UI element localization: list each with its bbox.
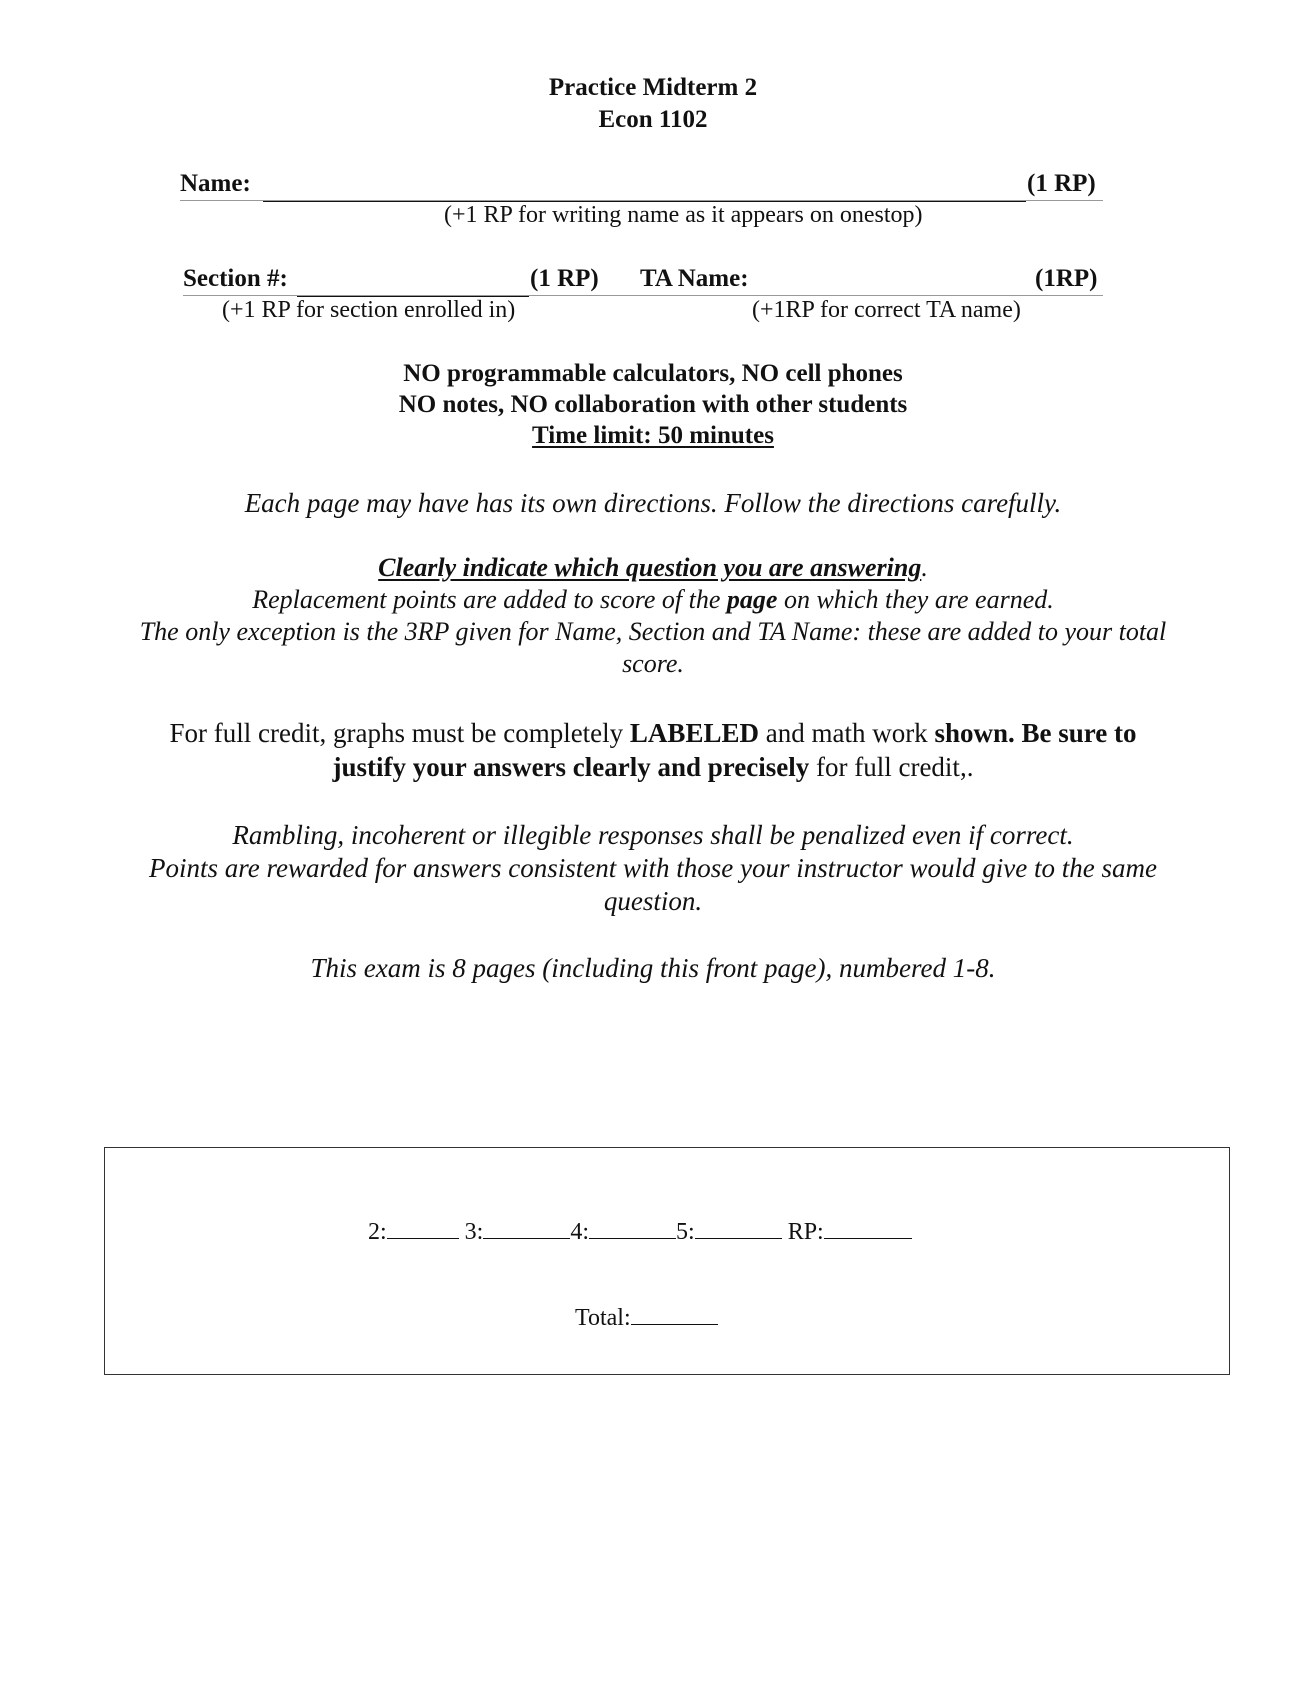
- score-label-rp: RP:: [787, 1219, 824, 1245]
- penalty-line-3: question.: [603, 886, 703, 916]
- time-limit: Time limit: 50 minutes: [532, 422, 774, 449]
- total-label: Total:: [575, 1305, 631, 1331]
- replacement-row: [0, 585, 1306, 615]
- name-label: Name:: [180, 170, 251, 197]
- ta-input-area[interactable]: [765, 273, 1025, 295]
- replacement-bold: page: [726, 585, 778, 614]
- score-label-3: 3:: [464, 1219, 484, 1245]
- section-points: (1 RP): [530, 265, 599, 292]
- score-blank-5[interactable]: [695, 1220, 782, 1239]
- ta-points: (1RP): [1035, 265, 1098, 292]
- name-field-underline: [180, 200, 1103, 201]
- ta-note: (+1RP for correct TA name): [752, 297, 1021, 323]
- course-code: Econ 1102: [598, 106, 708, 133]
- section-input-line[interactable]: [297, 273, 529, 297]
- score-row: [368, 1219, 912, 1246]
- credit-labeled: LABELED: [629, 718, 759, 748]
- score-blank-3[interactable]: [483, 1220, 570, 1239]
- directions-each-page: Each page may have has its own directions. Follow the directions carefully.: [244, 488, 1062, 518]
- credit-line-2: [0, 752, 1306, 783]
- rule-notes: NO notes, NO collaboration with other students: [398, 391, 908, 418]
- exception-line-2: score.: [622, 649, 684, 678]
- name-note: (+1 RP for writing name as it appears on onestop): [444, 202, 923, 228]
- credit-justify: justify your answers clearly and precisely: [332, 752, 810, 782]
- credit-shown: shown. Be sure to: [934, 718, 1137, 748]
- name-points: (1 RP): [1027, 170, 1096, 197]
- exam-title: Practice Midterm 2: [548, 74, 758, 101]
- section-ta-underline: [183, 295, 1103, 296]
- rule-calculators: NO programmable calculators, NO cell phones: [403, 360, 903, 387]
- clearly-indicate: Clearly indicate which question you are answering: [378, 553, 922, 582]
- replacement-pre: Replacement points are added to score of the: [252, 585, 727, 614]
- total-blank[interactable]: [631, 1306, 718, 1325]
- score-blank-4[interactable]: [589, 1220, 676, 1239]
- credit-part3: and math work: [758, 718, 935, 748]
- page-count: This exam is 8 pages (including this front page), numbered 1-8.: [310, 953, 996, 983]
- penalty-line-1: Rambling, incoherent or illegible responses shall be penalized even if correct.: [232, 820, 1074, 850]
- score-label-5: 5:: [676, 1219, 695, 1245]
- credit-part1: For full credit, graphs must be completely: [169, 718, 630, 748]
- exception-line-1: The only exception is the 3RP given for Name, Section and TA Name: these are added to your total: [139, 617, 1167, 646]
- credit-line-1: [0, 718, 1306, 749]
- section-note: (+1 RP for section enrolled in): [222, 297, 516, 323]
- name-input-line[interactable]: [263, 178, 1026, 202]
- score-label-4: 4:: [570, 1219, 590, 1245]
- clearly-indicate-row: [0, 553, 1306, 583]
- score-blank-rp[interactable]: [824, 1220, 912, 1239]
- ta-label: TA Name:: [640, 265, 749, 292]
- total-row: [575, 1305, 718, 1332]
- score-blank-2[interactable]: [387, 1220, 459, 1239]
- penalty-line-2: Points are rewarded for answers consistent with those your instructor would give to the same: [149, 853, 1157, 883]
- clearly-indicate-period: .: [921, 553, 928, 582]
- score-box: [104, 1147, 1230, 1375]
- time-limit-row: [0, 422, 1306, 450]
- replacement-post: on which they are earned.: [777, 585, 1054, 614]
- credit-part6: for full credit,.: [809, 752, 974, 782]
- score-label-2: 2:: [368, 1219, 387, 1245]
- section-label: Section #:: [183, 265, 288, 292]
